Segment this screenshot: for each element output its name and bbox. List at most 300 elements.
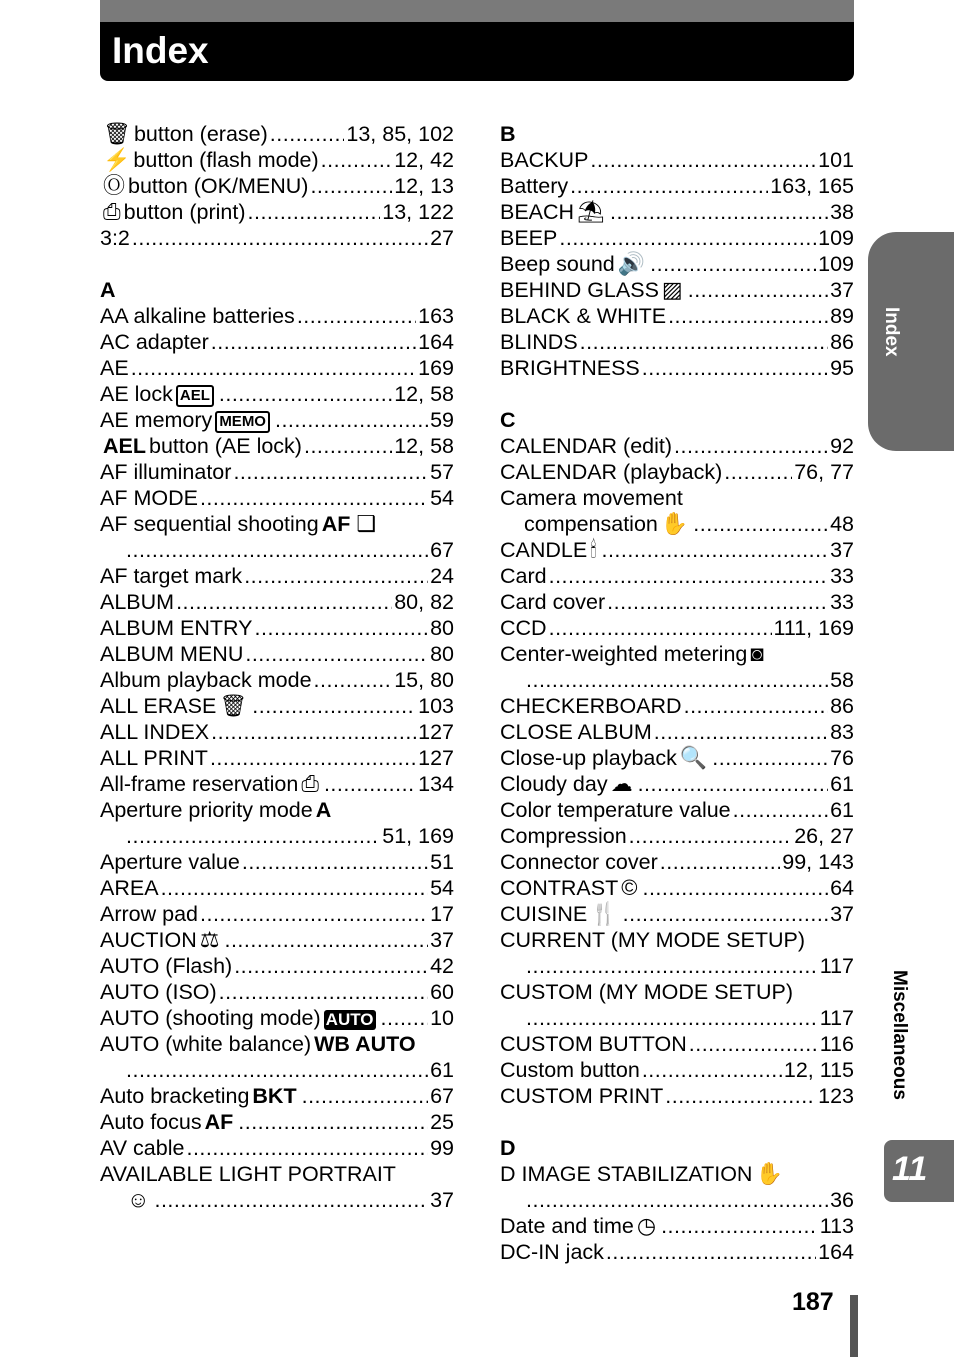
page-reference[interactable]: 164 <box>818 1240 854 1264</box>
page-reference[interactable]: 27 <box>430 226 454 250</box>
entry-term <box>500 225 557 251</box>
entry-term-text: CUSTOM BUTTON <box>500 1032 687 1056</box>
index-entry-continuation <box>100 1057 454 1083</box>
page-reference[interactable]: 59 <box>430 408 454 432</box>
entry-term <box>500 1057 640 1083</box>
entry-term <box>100 693 250 719</box>
dot-leader <box>590 147 816 173</box>
section-gap <box>100 251 454 277</box>
entry-term <box>100 1109 236 1135</box>
index-entry <box>500 901 854 927</box>
dot-leader <box>131 355 416 381</box>
page-reference[interactable]: 58 <box>830 668 854 692</box>
dot-leader <box>674 433 828 459</box>
entry-term <box>500 615 547 641</box>
index-entry <box>100 849 454 875</box>
page-reference[interactable]: 57 <box>430 460 454 484</box>
entry-term-text: AF illuminator <box>100 460 232 484</box>
dot-leader <box>668 303 828 329</box>
entry-term-text: CANDLE <box>500 538 588 562</box>
entry-term-text: AUTO (ISO) <box>100 980 217 1004</box>
page-reference[interactable]: 76, 77 <box>794 460 854 484</box>
page-reference[interactable]: 60 <box>430 980 454 1004</box>
index-entry-continuation <box>500 1005 854 1031</box>
index-entry <box>100 1109 454 1135</box>
index-entry <box>500 433 854 459</box>
dot-leader <box>610 199 828 225</box>
entry-term-text: BLINDS <box>500 330 578 354</box>
page-reference[interactable]: 117 <box>819 954 854 978</box>
index-entry <box>100 485 454 511</box>
index-entry <box>100 303 454 329</box>
entry-term-text: AA alkaline batteries <box>100 304 295 328</box>
index-entry <box>100 953 454 979</box>
entry-term <box>100 225 130 251</box>
index-entry <box>100 615 454 641</box>
entry-term <box>100 433 302 459</box>
entry-term-text: compensation <box>524 512 658 536</box>
entry-symbol: A <box>315 798 332 822</box>
index-entry <box>100 797 454 823</box>
entry-symbol: WB AUTO <box>314 1032 416 1056</box>
entry-symbol: AF <box>204 1110 234 1134</box>
index-entry <box>500 875 854 901</box>
entry-symbol: MEMO <box>215 411 270 433</box>
entry-term-text: Date and time <box>500 1214 634 1238</box>
index-column-left <box>100 121 454 1213</box>
entry-term <box>500 563 547 589</box>
entry-term <box>100 173 308 199</box>
entry-term <box>500 277 686 303</box>
dot-leader <box>642 875 828 901</box>
entry-term <box>500 173 568 199</box>
letter-heading: B <box>500 122 516 146</box>
page-reference[interactable]: 17 <box>430 902 454 926</box>
page-reference[interactable]: 67 <box>430 1084 454 1108</box>
entry-term <box>500 979 793 1005</box>
entry-term <box>500 433 672 459</box>
cloud-icon: ☁ <box>610 771 633 796</box>
page-reference[interactable]: 15, 80 <box>394 668 454 692</box>
dot-leader <box>224 927 428 953</box>
page-reference[interactable]: 13, 122 <box>382 200 454 224</box>
entry-term-text: D IMAGE STABILIZATION <box>500 1162 753 1186</box>
dot-leader <box>132 225 428 251</box>
index-entry <box>500 277 854 303</box>
dot-leader <box>661 1213 818 1239</box>
page-reference[interactable]: 134 <box>418 772 454 796</box>
page-reference[interactable]: 116 <box>819 1032 854 1056</box>
index-entry <box>100 355 454 381</box>
page-reference[interactable]: 13, 85, 102 <box>346 122 454 146</box>
entry-term <box>100 1005 379 1031</box>
page-reference[interactable]: 163 <box>418 304 454 328</box>
section-tab-index[interactable] <box>868 232 954 451</box>
entry-term-text: Battery <box>500 174 569 198</box>
index-entry <box>500 589 854 615</box>
page-reference[interactable]: 127 <box>418 720 454 744</box>
index-entry <box>500 1083 854 1109</box>
index-entry <box>500 849 854 875</box>
index-entry <box>100 147 454 173</box>
dot-leader <box>233 459 428 485</box>
index-entry <box>500 1239 854 1265</box>
entry-term <box>100 485 198 511</box>
entry-term-text: Auto bracketing <box>100 1084 250 1108</box>
index-entry <box>100 173 454 199</box>
index-entry <box>100 693 454 719</box>
dot-leader <box>186 1135 428 1161</box>
dot-leader <box>200 901 428 927</box>
dot-leader <box>549 563 828 589</box>
entry-term <box>500 485 683 511</box>
entry-term-text: Card <box>500 564 547 588</box>
page-reference[interactable]: 24 <box>430 564 454 588</box>
entry-term <box>500 199 608 225</box>
page-reference[interactable]: 38 <box>830 200 854 224</box>
letter-heading: C <box>500 408 516 432</box>
page-reference[interactable]: 86 <box>830 330 854 354</box>
dot-leader <box>304 433 392 459</box>
page-reference[interactable]: 83 <box>830 720 854 744</box>
page-reference[interactable]: 80 <box>430 642 454 666</box>
entry-term-text: CUSTOM PRINT <box>500 1084 664 1108</box>
dot-leader <box>526 1005 818 1031</box>
page-reference[interactable]: 89 <box>830 304 854 328</box>
page-reference[interactable]: 95 <box>830 356 854 380</box>
index-entry <box>100 1083 454 1109</box>
entry-term <box>100 615 253 641</box>
page-reference[interactable]: 37 <box>830 538 854 562</box>
entry-term-text: AE <box>100 356 129 380</box>
metering-icon: ◙ <box>750 641 764 666</box>
page-reference[interactable]: 164 <box>418 330 454 354</box>
entry-symbol: AUTO <box>325 1010 374 1029</box>
index-entry <box>100 875 454 901</box>
chapter-number: 11 <box>892 1150 928 1188</box>
clock-icon: ◷ <box>636 1213 657 1238</box>
letter-heading: D <box>500 1136 516 1160</box>
entry-term <box>100 381 217 407</box>
page-reference[interactable]: 33 <box>830 590 854 614</box>
dot-leader <box>200 485 428 511</box>
index-entry <box>500 199 854 225</box>
entry-term <box>100 901 198 927</box>
ae-lock-symbol: AEL <box>103 434 146 458</box>
entry-term-text: AF sequential shooting <box>100 512 319 536</box>
dot-leader <box>526 667 828 693</box>
entry-term <box>100 147 319 173</box>
dot-leader <box>606 1239 816 1265</box>
entry-term-text: BEHIND GLASS <box>500 278 659 302</box>
page-reference[interactable]: 99 <box>430 1136 454 1160</box>
page-reference[interactable]: 117 <box>819 1006 854 1030</box>
dot-leader <box>642 355 828 381</box>
page-reference[interactable]: 113 <box>819 1214 854 1238</box>
dot-leader <box>642 1057 782 1083</box>
dot-leader <box>654 719 828 745</box>
entry-term-text: ALBUM MENU <box>100 642 244 666</box>
page-reference[interactable]: 51 <box>430 850 454 874</box>
index-entry <box>500 173 854 199</box>
index-entry <box>100 121 454 147</box>
page-reference[interactable]: 12, 58 <box>394 382 454 406</box>
dot-leader <box>126 1057 428 1083</box>
entry-term <box>100 199 246 225</box>
entry-term <box>100 1161 396 1187</box>
entry-term-text: AVAILABLE LIGHT PORTRAIT <box>100 1162 396 1186</box>
page-reference[interactable]: 54 <box>430 876 454 900</box>
index-entry <box>100 407 454 433</box>
dot-leader <box>684 693 828 719</box>
entry-term <box>100 797 334 823</box>
index-entry <box>500 251 854 277</box>
index-entry <box>500 147 854 173</box>
entry-term-text: Custom button <box>500 1058 640 1082</box>
dot-leader <box>638 771 829 797</box>
page-reference[interactable]: 36 <box>830 1188 854 1212</box>
dot-leader <box>650 251 816 277</box>
entry-term <box>500 927 805 953</box>
entry-term <box>500 1161 786 1187</box>
page-reference[interactable]: 61 <box>430 1058 454 1082</box>
entry-term <box>524 511 691 537</box>
dot-leader <box>689 1031 818 1057</box>
index-entry-continuation <box>100 823 454 849</box>
page-reference[interactable]: 26, 27 <box>794 824 854 848</box>
entry-term-text: ALBUM <box>100 590 175 614</box>
page-number: 187 <box>792 1288 834 1316</box>
index-entry <box>100 927 454 953</box>
dot-leader <box>381 1005 429 1031</box>
page-reference[interactable]: 64 <box>830 876 854 900</box>
entry-term <box>124 1187 152 1213</box>
page-reference[interactable]: 92 <box>830 434 854 458</box>
dot-leader <box>210 745 416 771</box>
index-entry <box>100 589 454 615</box>
page-reference[interactable]: 25 <box>430 1110 454 1134</box>
page-reference[interactable]: 101 <box>818 148 854 172</box>
entry-term <box>100 979 217 1005</box>
page-reference[interactable]: 123 <box>818 1084 854 1108</box>
entry-term <box>100 355 129 381</box>
entry-term-text: DC-IN jack <box>500 1240 604 1264</box>
dot-leader <box>219 979 428 1005</box>
entry-term-text: Center-weighted metering <box>500 642 748 666</box>
entry-term <box>500 797 731 823</box>
index-entry <box>500 823 854 849</box>
entry-term <box>100 849 240 875</box>
entry-term-text: BRIGHTNESS <box>500 356 640 380</box>
entry-term-text: AUTO (Flash) <box>100 954 233 978</box>
dot-leader <box>580 329 828 355</box>
entry-term-text: AF target mark <box>100 564 243 588</box>
index-entry <box>500 719 854 745</box>
entry-term <box>500 147 588 173</box>
section-gap <box>500 381 854 407</box>
page-reference[interactable]: 12, 42 <box>394 148 454 172</box>
page-reference[interactable]: 61 <box>830 772 854 796</box>
page-reference[interactable]: 80, 82 <box>394 590 454 614</box>
page-reference[interactable]: 12, 13 <box>394 174 454 198</box>
page-reference[interactable]: 127 <box>418 746 454 770</box>
index-entry <box>100 381 454 407</box>
page-reference[interactable]: 86 <box>830 694 854 718</box>
entry-term <box>100 641 243 667</box>
page-reference[interactable]: 61 <box>830 798 854 822</box>
page-reference[interactable]: 37 <box>430 928 454 952</box>
auction-icon: ⚖ <box>199 927 220 952</box>
page-reference[interactable]: 99, 143 <box>782 850 854 874</box>
dot-leader <box>245 641 428 667</box>
index-entry <box>500 745 854 771</box>
entry-symbol: AF <box>321 512 351 536</box>
dot-leader <box>244 563 428 589</box>
index-entry <box>500 797 854 823</box>
index-entry <box>100 901 454 927</box>
entry-term-text: AF MODE <box>100 486 198 510</box>
index-entry <box>100 1005 454 1031</box>
page-reference[interactable]: 54 <box>430 486 454 510</box>
dot-leader <box>211 719 416 745</box>
index-entry <box>100 745 454 771</box>
entry-term-text: Beep sound <box>500 252 615 276</box>
sequential-icon: ❑ <box>356 511 377 536</box>
page-reference[interactable]: 42 <box>430 954 454 978</box>
index-entry <box>500 537 854 563</box>
entry-term <box>100 1031 419 1057</box>
entry-term-text: AREA <box>100 876 159 900</box>
page-number-bar <box>850 1295 858 1357</box>
entry-term-text: BEACH <box>500 200 575 224</box>
entry-term <box>500 1083 663 1109</box>
shake-icon: ✋ <box>660 511 689 536</box>
page-reference[interactable]: 10 <box>430 1006 454 1030</box>
page-reference[interactable]: 109 <box>818 252 854 276</box>
dot-leader <box>712 745 828 771</box>
dot-leader <box>154 1187 428 1213</box>
entry-term <box>500 329 578 355</box>
section-gap <box>500 1109 854 1135</box>
entry-term <box>100 329 209 355</box>
index-entry <box>100 511 454 537</box>
entry-term-text: Compression <box>500 824 627 848</box>
title-bar <box>100 0 854 81</box>
entry-term <box>100 511 379 537</box>
entry-term <box>100 927 222 953</box>
dot-leader <box>693 511 828 537</box>
index-entry-continuation <box>500 511 854 537</box>
entry-term-text: ALL ERASE <box>100 694 217 718</box>
index-entry <box>100 1135 454 1161</box>
dot-leader <box>549 615 772 641</box>
entry-term <box>500 537 599 563</box>
entry-term <box>100 953 232 979</box>
page-reference[interactable]: 109 <box>818 226 854 250</box>
entry-term <box>500 693 682 719</box>
page-reference[interactable]: 103 <box>418 694 454 718</box>
entry-term <box>500 1031 687 1057</box>
entry-term-text: 3:2 <box>100 226 130 250</box>
chapter-tab[interactable] <box>884 1140 954 1202</box>
entry-term-text: CALENDAR (edit) <box>500 434 673 458</box>
dot-leader <box>733 797 828 823</box>
index-entry <box>100 199 454 225</box>
portrait-icon: ☺ <box>127 1187 150 1212</box>
index-column-right <box>500 121 854 1265</box>
page-reference[interactable]: 37 <box>830 902 854 926</box>
entry-term-text: AE memory <box>100 408 213 432</box>
entry-term-text: Auto focus <box>100 1110 202 1134</box>
page-reference[interactable]: 80 <box>430 616 454 640</box>
index-entry <box>500 1161 854 1187</box>
entry-term-text: CHECKERBOARD <box>500 694 682 718</box>
page-reference[interactable]: 48 <box>830 512 854 536</box>
page-reference[interactable]: 33 <box>830 564 854 588</box>
entry-term-text: CCD <box>500 616 547 640</box>
index-entry <box>100 979 454 1005</box>
dot-leader <box>526 1187 828 1213</box>
page-title: Index <box>112 30 209 71</box>
dot-leader <box>211 329 416 355</box>
dot-leader <box>629 823 793 849</box>
page-reference[interactable]: 76 <box>830 746 854 770</box>
print-icon: ⎙ <box>103 199 121 224</box>
page-reference[interactable]: 37 <box>830 278 854 302</box>
entry-term-text: CUISINE <box>500 902 588 926</box>
page-reference[interactable]: 37 <box>430 1188 454 1212</box>
zoom-icon: 🔍 <box>679 745 708 770</box>
page-reference[interactable]: 169 <box>418 356 454 380</box>
index-entry <box>500 563 854 589</box>
page-reference[interactable]: 111, 169 <box>773 616 854 640</box>
index-entry <box>500 459 854 485</box>
dot-leader <box>601 537 828 563</box>
index-entry <box>500 485 854 511</box>
entry-term <box>500 901 621 927</box>
entry-term <box>100 1135 184 1161</box>
entry-term-text: button (AE lock) <box>149 434 302 458</box>
index-entry <box>500 355 854 381</box>
page-reference[interactable]: 12, 58 <box>394 434 454 458</box>
dot-leader <box>623 901 828 927</box>
index-entry <box>100 667 454 693</box>
index-entry <box>100 329 454 355</box>
entry-symbol: BKT <box>252 1084 297 1108</box>
page-reference[interactable]: 67 <box>430 538 454 562</box>
index-entry <box>500 615 854 641</box>
index-entry-continuation <box>500 1187 854 1213</box>
page-reference[interactable]: 12, 115 <box>783 1058 854 1082</box>
dot-leader <box>219 381 392 407</box>
entry-term <box>100 459 231 485</box>
page-reference[interactable]: 163, 165 <box>770 174 854 198</box>
entry-term <box>100 745 208 771</box>
entry-term <box>100 667 312 693</box>
entry-term-text: AC adapter <box>100 330 209 354</box>
index-entry <box>100 641 454 667</box>
dot-leader <box>688 277 828 303</box>
index-entry <box>500 1213 854 1239</box>
entry-term-text: button (erase) <box>133 122 268 146</box>
entry-term-text: ALBUM ENTRY <box>100 616 253 640</box>
all-print-icon: ⎙ <box>301 771 319 796</box>
page-reference[interactable]: 51, 169 <box>382 824 454 848</box>
dot-leader <box>238 1109 428 1135</box>
entry-term <box>500 745 710 771</box>
beach-icon: ⛱ <box>577 199 606 224</box>
dot-leader <box>324 771 416 797</box>
